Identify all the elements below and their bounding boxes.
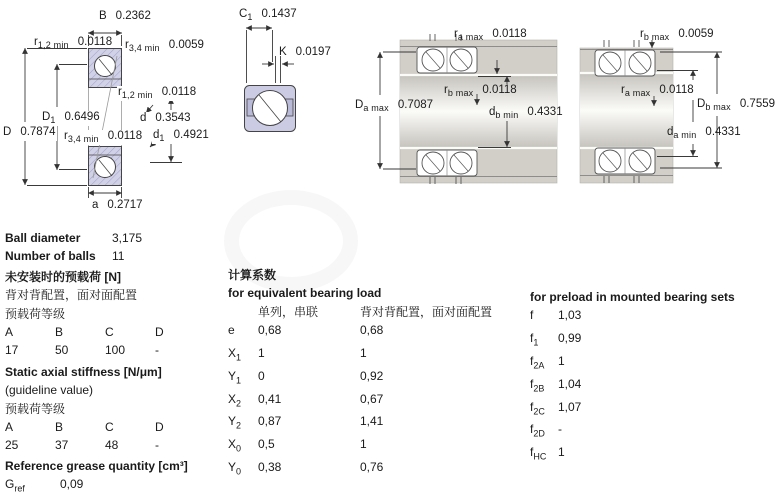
factor-value: 1 [558, 445, 565, 460]
dim-symbol: r [34, 36, 38, 48]
calc-factors-title: 计算系数 [228, 268, 277, 282]
stiffness-class-label: 预载荷等级 [5, 401, 66, 416]
calc-factor-row [228, 458, 523, 481]
factor-symbol: $X_1$ [228, 346, 242, 363]
grease-row [5, 475, 223, 498]
dim-value: 0.0059 [678, 28, 714, 40]
stiffness-note: (guideline value) [5, 383, 94, 398]
factor-value: - [558, 422, 562, 437]
dim-symbol: D [3, 126, 12, 138]
dim-symbol: B [99, 10, 107, 22]
dim-symbol: K [279, 46, 287, 58]
preload-factor-row [530, 443, 775, 466]
factor-value-1: 0 [258, 368, 265, 383]
preload-factor-row [530, 420, 775, 443]
dim-symbol: r [444, 84, 448, 96]
dim-symbol: r [125, 39, 129, 51]
factor-symbol: f [530, 308, 534, 323]
class-header: C [105, 325, 114, 340]
grease-title: Reference grease quantity [cm³] [5, 458, 188, 473]
dim-label-Db-max [696, 98, 776, 113]
dim-symbol: a [92, 199, 99, 211]
dim-value: 0.0118 [107, 130, 143, 142]
dim-symbol: d [667, 126, 674, 138]
preload-value: 50 [55, 343, 69, 358]
dim-subscript: 3,4 min [67, 134, 99, 144]
dim-label-a [92, 199, 143, 214]
dim-value: 0.0118 [492, 28, 527, 40]
dim-label-B [99, 10, 151, 25]
factor-value-1: 0,41 [258, 391, 282, 406]
factor-symbol: $f_1$ [530, 331, 539, 348]
factor-value-1: 0,38 [258, 460, 282, 474]
class-header: A [5, 420, 14, 435]
dim-subscript: 1,2 min [37, 40, 69, 50]
stiffness-title: Static axial stiffness [N/μm] [5, 364, 162, 379]
factor-symbol: $Y_0$ [228, 460, 242, 477]
grease-symbol-subscript: ref [14, 483, 25, 494]
factor-value-2: 1 [360, 346, 367, 361]
dim-value: 0.0197 [295, 46, 331, 58]
spec-label: Number of balls [5, 249, 96, 264]
factor-value-2: 0,92 [360, 368, 384, 383]
dim-subscript: 3,4 min [128, 43, 160, 53]
dim-value: 0.2717 [107, 199, 143, 211]
factor-value: 1 [558, 354, 565, 368]
preload-value: - [155, 343, 159, 358]
dim-label-ra-max [454, 28, 527, 43]
dim-symbol: D [355, 99, 364, 111]
calc-factors-header-row [228, 303, 523, 321]
dim-label-rb-max [444, 84, 517, 99]
dim-subscript: 1,2 min [121, 90, 153, 100]
column-header-single: 单列，串联 [258, 304, 319, 319]
dim-subscript: b min [495, 110, 519, 120]
preload-factor-row [530, 306, 775, 329]
factor-symbol: $f_{2B}$ [530, 376, 545, 394]
dim-subscript: a min [673, 130, 697, 140]
dim-subscript: 1 [159, 133, 165, 143]
class-header: B [55, 325, 64, 340]
preload-value-row [5, 341, 223, 359]
factor-value: 1,07 [558, 399, 582, 414]
factor-symbol: $X_0$ [228, 437, 242, 454]
factor-value-2: 0,76 [360, 460, 384, 474]
dim-label-K [279, 46, 331, 61]
dim-symbol: r [621, 84, 625, 96]
calc-factor-row [228, 412, 523, 435]
dim-label-db-min [489, 106, 563, 121]
dim-label-da-min [667, 126, 741, 141]
class-header: B [55, 420, 64, 435]
preload-class-header-row [5, 323, 223, 341]
factor-value-2: 0,68 [360, 323, 384, 338]
dim-label-d1 [152, 129, 210, 144]
factor-symbol: $X_2$ [228, 391, 242, 408]
stiffness-value: 48 [105, 438, 119, 453]
dim-subscript: b max [447, 88, 474, 98]
dim-value: 0.4331 [527, 106, 563, 118]
dim-value: 0.6496 [64, 111, 100, 123]
dim-value: 0.2362 [115, 10, 151, 22]
dim-subscript: a max [457, 32, 484, 42]
stiffness-value-row [5, 436, 223, 454]
mount-b-drawing [580, 40, 673, 183]
preload-value: 100 [105, 343, 126, 358]
dim-value: 0.0118 [482, 84, 517, 96]
preload-factor-row [530, 375, 775, 398]
dim-value: 0.0118 [77, 36, 113, 48]
factor-symbol: $f_{HC}$ [530, 445, 547, 462]
factor-value-1: 0,5 [258, 437, 275, 452]
calc-factor-row [228, 390, 523, 413]
dim-symbol: C [239, 8, 248, 20]
dim-label-r34min-top [125, 39, 204, 54]
dim-value: 0.0118 [659, 84, 694, 96]
dim-value: 0.4331 [705, 126, 741, 138]
factor-value: 1,03 [558, 308, 582, 323]
dim-subscript: b max [705, 102, 731, 112]
preload-factor-row [530, 398, 775, 421]
factor-value-2: 0,67 [360, 391, 384, 406]
stiffness-value: - [155, 438, 159, 453]
factor-symbol: e [228, 323, 235, 338]
preload-value: 17 [5, 343, 19, 358]
spec-value: 3,175 [112, 231, 143, 245]
calc-factors-section [228, 266, 523, 481]
factor-symbol: $Y_2$ [228, 414, 242, 431]
spec-value: 11 [112, 249, 125, 264]
dim-label-ra-max-2 [621, 84, 694, 99]
preload-arrangement-note: 背对背配置，面对面配置 [5, 288, 138, 303]
factor-value: 1,04 [558, 376, 582, 391]
factor-symbol: $f_{2D}$ [530, 422, 545, 439]
dim-symbol: r [454, 28, 458, 40]
factor-symbol: $Y_1$ [228, 368, 242, 386]
dim-value: 0.0118 [161, 86, 197, 98]
spec-label: Ball diameter [5, 231, 81, 245]
dim-subscript: a max [624, 88, 651, 98]
dim-value: 0.7559 [739, 98, 776, 110]
stiffness-value: 37 [55, 438, 69, 453]
stiffness-value: 25 [5, 438, 19, 453]
dim-subscript: 1 [247, 12, 253, 22]
dim-symbol: r [64, 130, 68, 142]
spec-row-ball-diameter [5, 229, 223, 247]
dim-symbol: r [118, 86, 122, 98]
factor-value-2: 1 [360, 437, 367, 452]
class-header: D [155, 420, 164, 435]
class-header: C [105, 420, 114, 435]
factor-value-1: 0,87 [258, 414, 282, 429]
factor-symbol: $f_{2C}$ [530, 399, 545, 416]
calc-factor-row [228, 435, 523, 458]
dim-symbol: D [42, 111, 51, 123]
dim-subscript: 1 [50, 115, 56, 125]
preload-factors-title: for preload in mounted bearing sets [530, 290, 735, 304]
dim-label-r34min-mid [63, 130, 143, 145]
stiffness-class-header-row [5, 418, 223, 436]
dim-label-D1 [41, 111, 101, 126]
dim-label-D [2, 126, 57, 141]
dim-subscript: a max [363, 103, 389, 113]
factor-value-1: 0,68 [258, 323, 282, 338]
preload-factors-section [530, 288, 775, 466]
calc-factor-row [228, 367, 523, 390]
dim-value: 0.0059 [168, 39, 204, 51]
calc-factors-subtitle: for equivalent bearing load [228, 286, 382, 301]
factor-value-2: 1,41 [360, 414, 384, 429]
dim-symbol: d [489, 106, 496, 118]
dim-value: 0.7087 [397, 99, 434, 111]
dim-label-C1 [239, 8, 297, 23]
dim-value: 0.3543 [155, 112, 191, 124]
grease-value: 0,09 [60, 477, 84, 492]
dim-symbol: d [140, 112, 147, 124]
factor-value: 0,99 [558, 331, 582, 346]
preload-factor-row [530, 329, 775, 352]
column-header-paired: 背对背配置，面对面配置 [360, 304, 493, 319]
dim-value: 0.7874 [20, 126, 56, 138]
section-view-drawing [245, 86, 296, 132]
preload-class-label: 预载荷等级 [5, 306, 66, 321]
general-data-section [5, 229, 223, 498]
dim-symbol: D [697, 98, 706, 110]
dim-label-d [139, 112, 192, 127]
dim-label-r12min-top [34, 36, 112, 51]
dim-label-r12min-mid [117, 86, 197, 101]
dim-value: 0.1437 [261, 8, 297, 20]
dim-label-rb-max-2 [640, 28, 714, 43]
dim-symbol: r [640, 28, 644, 40]
spec-row-number-of-balls [5, 247, 223, 265]
preload-unmounted-title: 未安装时的预载荷 [N] [5, 269, 121, 284]
dim-value: 0.4921 [173, 129, 209, 141]
dim-subscript: b max [643, 32, 670, 42]
factor-symbol: $f_{2A}$ [530, 354, 545, 371]
dim-label-Da-max [355, 99, 433, 114]
factor-value-1: 1 [258, 346, 265, 361]
calc-factor-row [228, 321, 523, 344]
calc-factor-row [228, 344, 523, 367]
class-header: A [5, 325, 14, 340]
preload-factor-row [530, 352, 775, 375]
dim-symbol: d [153, 129, 160, 141]
grease-symbol: $G_{ref}$ [5, 477, 25, 494]
class-header: D [155, 325, 164, 340]
